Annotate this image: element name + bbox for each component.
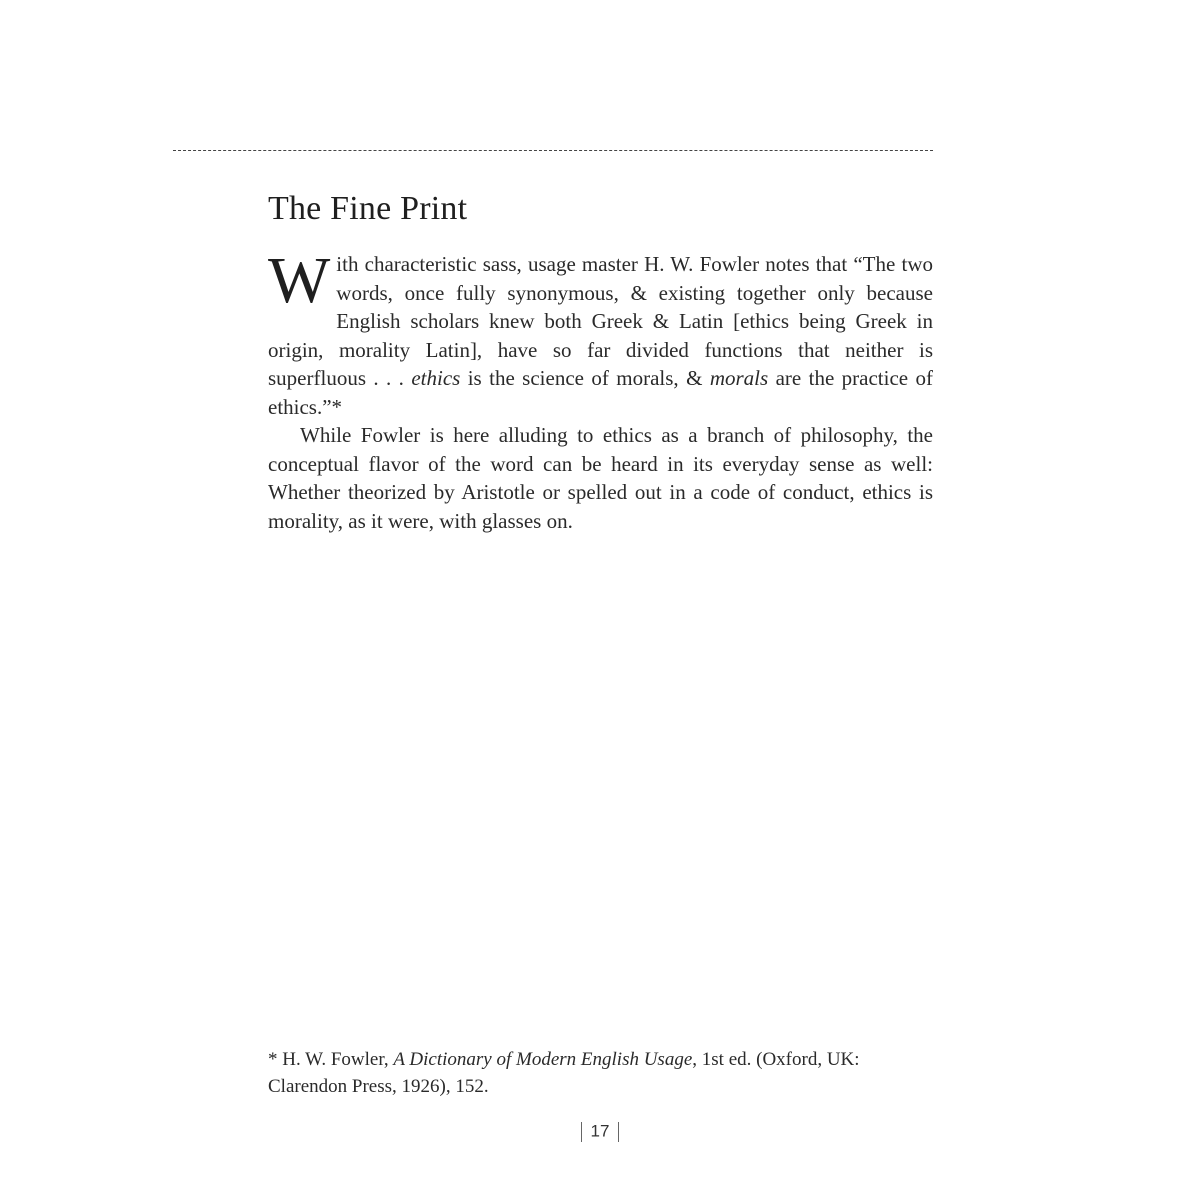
footnote-prefix: * H. W. Fowler, [268, 1049, 394, 1070]
page-number: 17 [590, 1121, 610, 1141]
header-dashed-rule [173, 150, 933, 151]
footnote [268, 1046, 933, 1100]
paragraph-1-text-c: are the practice of ethics.”* [268, 366, 933, 419]
paragraph-1 [268, 244, 933, 421]
page-number-right-bar [618, 1122, 619, 1142]
italic-morals: morals [709, 366, 769, 390]
paragraph-1-text-b: is the science of morals, & [460, 366, 710, 390]
paragraph-2: While Fowler is here alluding to ethics as a branch of philosophy, the conceptual flavor of the word can be heard in its everyday sense as well: Whether theorized by Aristotle or spelled out in a code of conduct, ethics is morality, as it were, with glasses on. [268, 423, 933, 533]
drop-cap: W [268, 244, 331, 317]
paragraph-1-text-a: ith characteristic sass, usage master H. W. Fowler notes that “The two words, once fully synonymous, & existing together only because English scholars knew both Greek & Latin [ethics being Greek in origin, morality Latin], have so far divided functions that neither is superfluous . . . [268, 252, 933, 390]
page-number-block [0, 1121, 1200, 1142]
italic-ethics: ethics [411, 366, 461, 390]
body-text [268, 244, 933, 535]
footnote-suffix: , 1st ed. (Oxford, UK: Clarendon Press, 1926), 152. [268, 1049, 860, 1097]
footnote-book-title: A Dictionary of Modern English Usage [393, 1049, 693, 1070]
section-title: The Fine Print [268, 190, 468, 227]
page-number-left-bar [581, 1122, 582, 1142]
